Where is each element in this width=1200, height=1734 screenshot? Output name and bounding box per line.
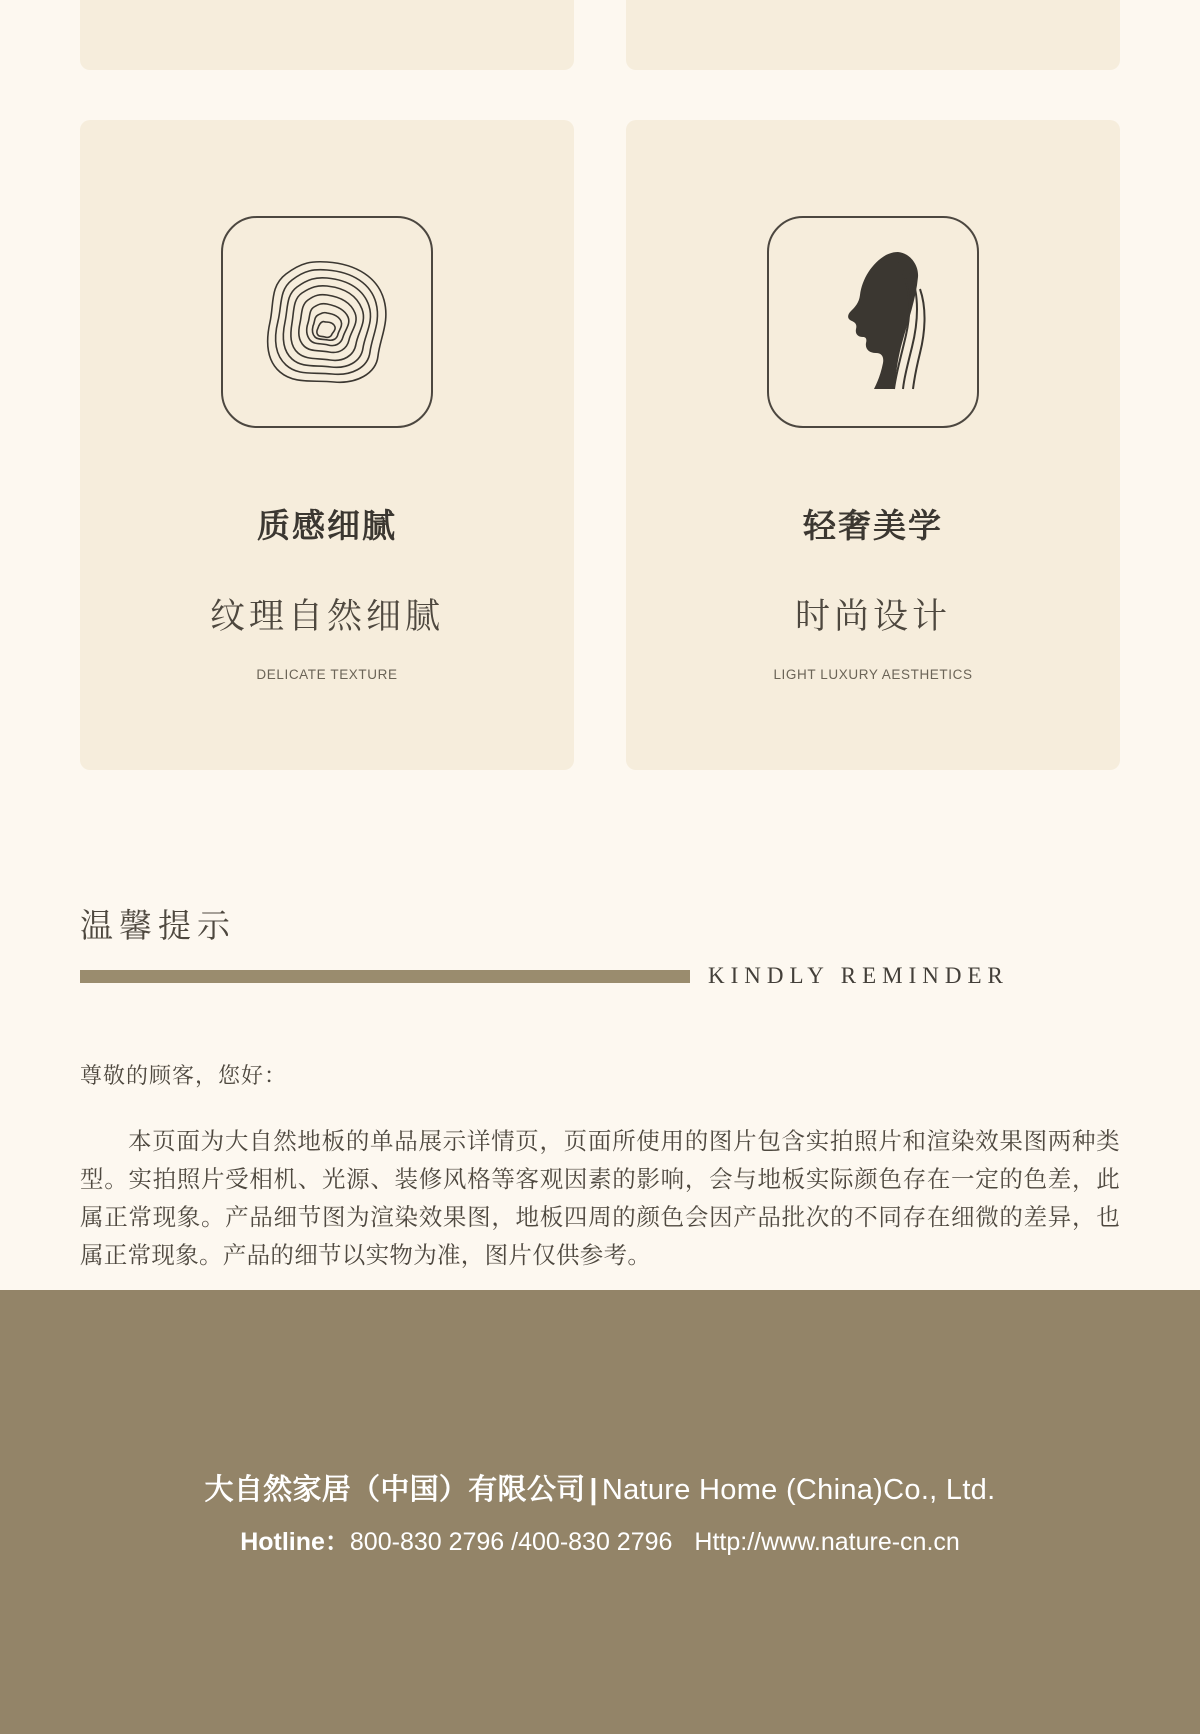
footer-contact-line xyxy=(240,1522,960,1558)
reminder-divider xyxy=(80,963,1120,989)
feature-cards-previous-row xyxy=(80,0,1120,70)
footer-website-link[interactable]: Http://www.nature-cn.cn xyxy=(694,1527,960,1556)
feature-card-subtitle: 时尚设计 xyxy=(794,597,951,636)
divider-bar xyxy=(80,970,690,983)
reminder-body-text: 本页面为大自然地板的单品展示详情页，页面所使用的图片包含实拍照片和渲染效果图两种类型。实拍照片受相机、光源、装修风格等客观因素的影响，会与地板实际颜色存在一定的色差，此属正常现象。产品细节图为渲染效果图，地板四周的颜色会因产品批次的不同存在细微的差异，也属正常现象。产品的细节以实物为准，图片仅供参考。 xyxy=(80,1128,1120,1269)
feature-card-title: 轻奢美学 xyxy=(803,507,943,544)
feature-card-english: DELICATE TEXTURE xyxy=(256,667,398,682)
kindly-reminder-section xyxy=(80,900,1120,1274)
feature-card-partial-left xyxy=(80,0,574,70)
footer-separator: | xyxy=(589,1473,598,1506)
footer-company-line xyxy=(205,1467,996,1508)
feature-cards-row xyxy=(80,120,1120,770)
footer-hotline-label: Hotline： xyxy=(240,1527,350,1556)
reminder-title-english: KINDLY REMINDER xyxy=(708,963,1009,988)
reminder-title: 温馨提示 xyxy=(80,907,236,944)
feature-card-delicate-texture xyxy=(80,120,574,770)
wood-grain-texture-icon xyxy=(221,216,433,428)
footer-company-cn: 大自然家居（中国）有限公司 xyxy=(204,1473,586,1506)
feature-card-partial-right xyxy=(626,0,1120,70)
reminder-salutation: 尊敬的顾客，您好： xyxy=(80,1063,288,1088)
woman-profile-silhouette-icon xyxy=(767,216,979,428)
feature-card-light-luxury xyxy=(626,120,1120,770)
footer-company-en: Nature Home (China)Co., Ltd. xyxy=(601,1473,996,1506)
page-footer xyxy=(0,1290,1200,1734)
feature-card-english: LIGHT LUXURY AESTHETICS xyxy=(773,667,973,682)
feature-card-title: 质感细腻 xyxy=(257,507,397,544)
footer-hotline-value: 800-830 2796 /400-830 2796 xyxy=(349,1527,673,1556)
feature-card-subtitle: 纹理自然细腻 xyxy=(209,597,444,636)
